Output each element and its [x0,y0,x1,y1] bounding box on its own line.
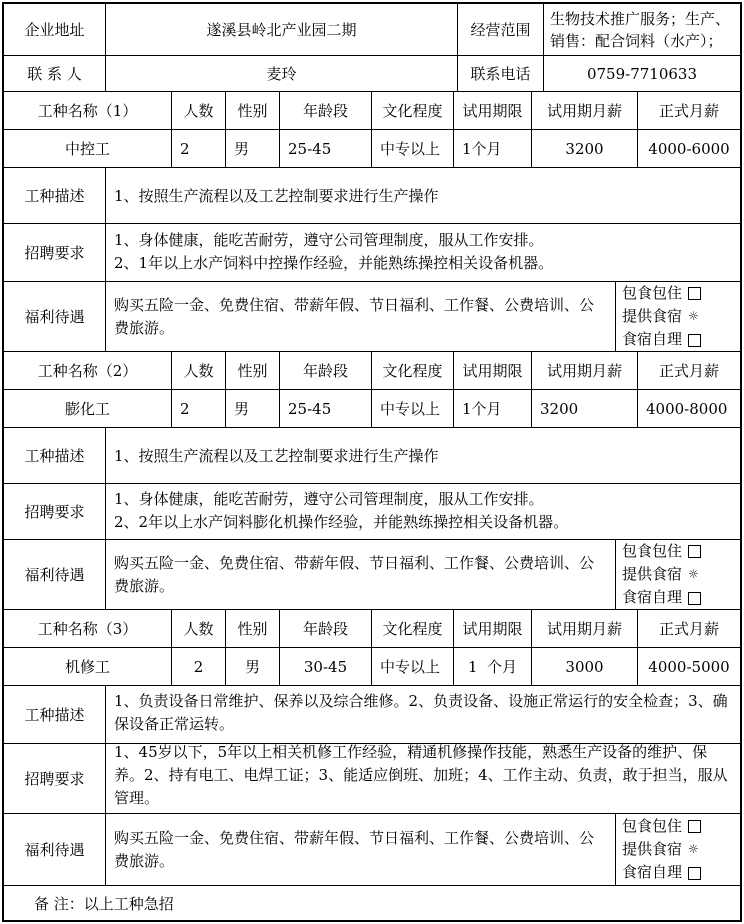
job1-req-line: 1、身体健康，能吃苦耐劳，遵守公司管理制度，服从工作安排。 [114,230,544,249]
job2-trial-header: 试用期限 [454,352,532,390]
job2-gender-header: 性别 [226,352,280,390]
job2-benefit: 购买五险一金、免费住宿、带薪年假、节日福利、工作餐、公费培训、公费旅游。 [106,540,616,610]
job1-title-label: 工种名称（1） [4,92,172,130]
job2-req-label: 招聘要求 [4,484,106,540]
job3-trial-header: 试用期限 [454,610,532,648]
job3-req: 1、45岁以下，5年以上相关机修工作经验，精通机修操作技能，熟悉生产设备的维护、保养。2、持有电工、电焊工证；3、能适应倒班、加班；4、工作主动、负责，敢于担当，服从管理。 [106,744,740,814]
checkbox-icon[interactable] [688,287,701,300]
job2-trial: 1个月 [454,390,532,428]
job3-education: 中专以上 [372,648,454,686]
job1-options [616,282,740,352]
job2-benefit-label: 福利待遇 [4,540,106,610]
job3-options [616,814,740,886]
job3-req-label: 招聘要求 [4,744,106,814]
job2-count: 2 [172,390,226,428]
job3-gender: 男 [226,648,280,686]
job3-pay: 4000-5000 [638,648,740,686]
checkbox-icon[interactable] [688,334,701,347]
job1-option-label: 食宿自理 [622,330,683,349]
job1-desc: 1、按照生产流程以及工艺控制要求进行生产操作 [106,168,740,224]
job3-benefit-label: 福利待遇 [4,814,106,886]
scope-value: 生物技术推广服务；生产、销售：配合饲料（水产）； [544,4,740,56]
sun-icon[interactable]: ☼ [688,309,699,324]
job1-education: 中专以上 [372,130,454,168]
job1-gender: 男 [226,130,280,168]
job1-edu-header: 文化程度 [372,92,454,130]
job1-age: 25-45 [280,130,372,168]
job2-desc: 1、按照生产流程以及工艺控制要求进行生产操作 [106,428,740,484]
job2-name: 膨化工 [4,390,172,428]
job2-count-header: 人数 [172,352,226,390]
job3-count: 2 [172,648,226,686]
job1-benefit-label: 福利待遇 [4,282,106,352]
job3-trialpay-header: 试用期月薪 [532,610,638,648]
job3-option-label: 包食包住 [622,816,683,835]
job2-trial-pay: 3200 [532,390,638,428]
checkbox-icon[interactable] [688,545,701,558]
job1-req-label: 招聘要求 [4,224,106,282]
checkbox-icon[interactable] [688,867,701,880]
job1-count-header: 人数 [172,92,226,130]
checkbox-icon[interactable] [688,820,701,833]
job1-pay-header: 正式月薪 [638,92,740,130]
job2-req-line: 1、身体健康，能吃苦耐劳，遵守公司管理制度，服从工作安排。 [114,489,544,508]
job2-req [106,484,740,540]
job3-age: 30-45 [280,648,372,686]
job3-edu-header: 文化程度 [372,610,454,648]
job2-option-label: 包食包住 [622,541,683,560]
job1-desc-label: 工种描述 [4,168,106,224]
form-table [2,2,742,922]
job3-gender-header: 性别 [226,610,280,648]
address-value: 遂溪县岭北产业园二期 [106,4,458,56]
address-label: 企业地址 [4,4,106,56]
job2-option-label: 提供食宿 [622,564,683,583]
note: 备 注：以上工种急招 [34,894,174,913]
job2-title-label: 工种名称（2） [4,352,172,390]
job2-req-line: 2、2年以上水产饲料膨化机操作经验，并能熟练操控相关设备机器。 [114,512,569,531]
job2-edu-header: 文化程度 [372,352,454,390]
job1-req [106,224,740,282]
job3-age-header: 年龄段 [280,610,372,648]
job1-name: 中控工 [4,130,172,168]
job1-pay: 4000-6000 [638,130,740,168]
job3-option-label: 食宿自理 [622,863,683,882]
job2-education: 中专以上 [372,390,454,428]
job3-benefit: 购买五险一金、免费住宿、带薪年假、节日福利、工作餐、公费培训、公费旅游。 [106,814,616,886]
job3-option-label: 提供食宿 [622,839,683,858]
job1-trialpay-header: 试用期月薪 [532,92,638,130]
scope-label: 经营范围 [458,4,544,56]
job2-options [616,540,740,610]
job3-trial-pay: 3000 [532,648,638,686]
job2-trialpay-header: 试用期月薪 [532,352,638,390]
job1-trial-pay: 3200 [532,130,638,168]
job1-trial: 1个月 [454,130,532,168]
job2-option-label: 食宿自理 [622,588,683,607]
job3-trial: 1 个月 [454,648,532,686]
job1-count: 2 [172,130,226,168]
job3-desc-label: 工种描述 [4,686,106,744]
job1-benefit: 购买五险一金、免费住宿、带薪年假、节日福利、工作餐、公费培训、公费旅游。 [106,282,616,352]
job2-pay-header: 正式月薪 [638,352,740,390]
job1-age-header: 年龄段 [280,92,372,130]
job3-name: 机修工 [4,648,172,686]
contact-value: 麦玲 [106,56,458,92]
job2-age-header: 年龄段 [280,352,372,390]
job2-pay: 4000-8000 [638,390,740,428]
job2-age: 25-45 [280,390,372,428]
job2-desc-label: 工种描述 [4,428,106,484]
job1-option-label: 包食包住 [622,283,683,302]
job3-count-header: 人数 [172,610,226,648]
job1-gender-header: 性别 [226,92,280,130]
sun-icon[interactable]: ☼ [688,567,699,582]
job3-pay-header: 正式月薪 [638,610,740,648]
job3-title-label: 工种名称（3） [4,610,172,648]
job3-desc: 1、负责设备日常维护、保养以及综合维修。2、负责设备、设施正常运行的安全检查；3、确保设备正常运转。 [106,686,740,744]
job1-req-line: 2、1年以上水产饲料中控操作经验，并能熟练操控相关设备机器。 [114,253,554,272]
sun-icon[interactable]: ☼ [688,842,699,857]
contact-label: 联 系 人 [4,56,106,92]
job1-option-label: 提供食宿 [622,306,683,325]
job1-trial-header: 试用期限 [454,92,532,130]
phone-value: 0759-7710633 [544,56,740,92]
checkbox-icon[interactable] [688,592,701,605]
job2-gender: 男 [226,390,280,428]
phone-label: 联系电话 [458,56,544,92]
